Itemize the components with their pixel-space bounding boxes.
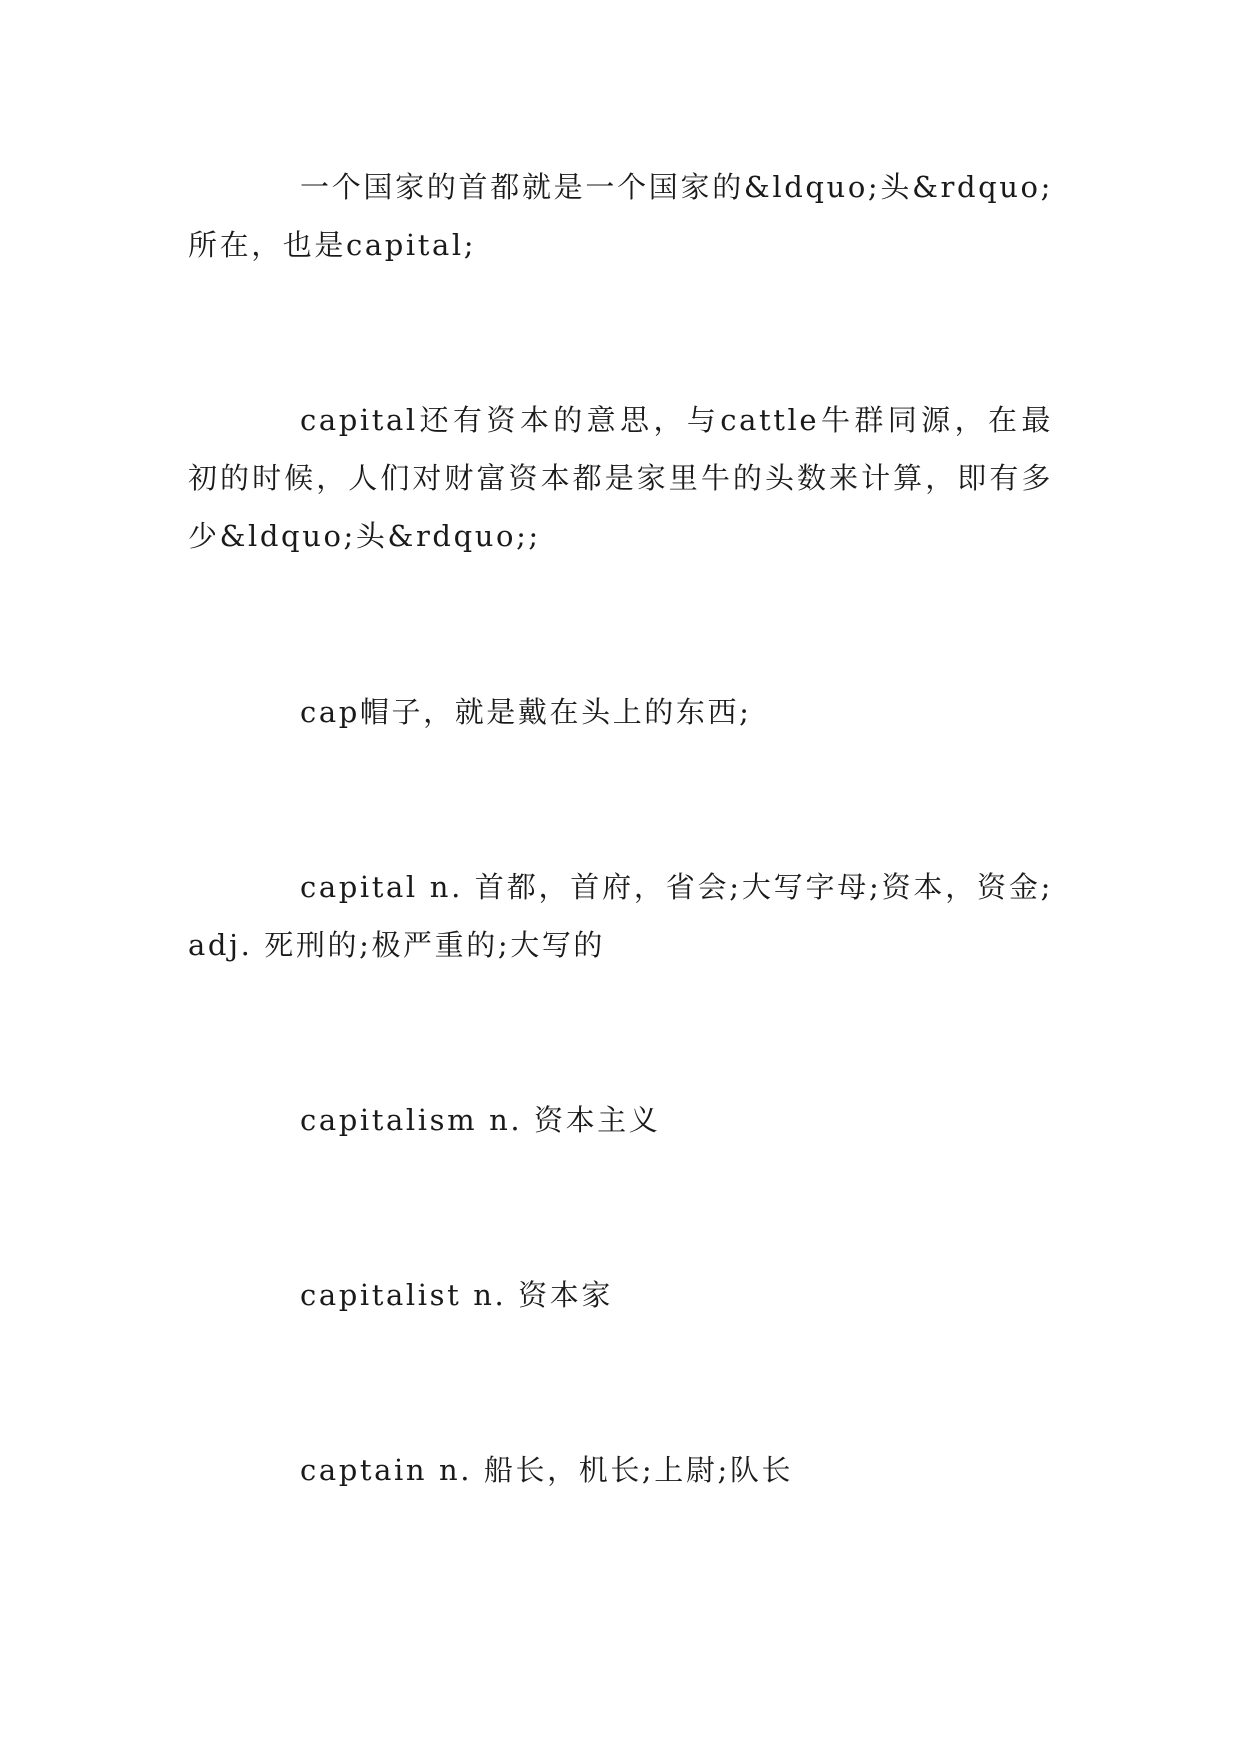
paragraph-capital-cattle: capital还有资本的意思，与cattle牛群同源，在最初的时候，人们对财富资本都是家里牛的头数来计算，即有多少&ldquo;头&rdquo;; <box>188 403 1053 553</box>
paragraph-capital-head: 一个国家的首都就是一个国家的&ldquo;头&rdquo;所在，也是capital; <box>188 170 1053 262</box>
entry-capitalist: capitalist n. 资本家 <box>300 1278 613 1312</box>
entry-capitalism: capitalism n. 资本主义 <box>300 1103 661 1137</box>
entry-captain: captain n. 船长，机长;上尉;队长 <box>300 1453 794 1487</box>
paragraph-cap: cap帽子，就是戴在头上的东西; <box>300 695 752 729</box>
entry-capital: capital n. 首都，首府，省会;大写字母;资本，资金; adj. 死刑的;极严重的;大写的 <box>188 870 1053 962</box>
